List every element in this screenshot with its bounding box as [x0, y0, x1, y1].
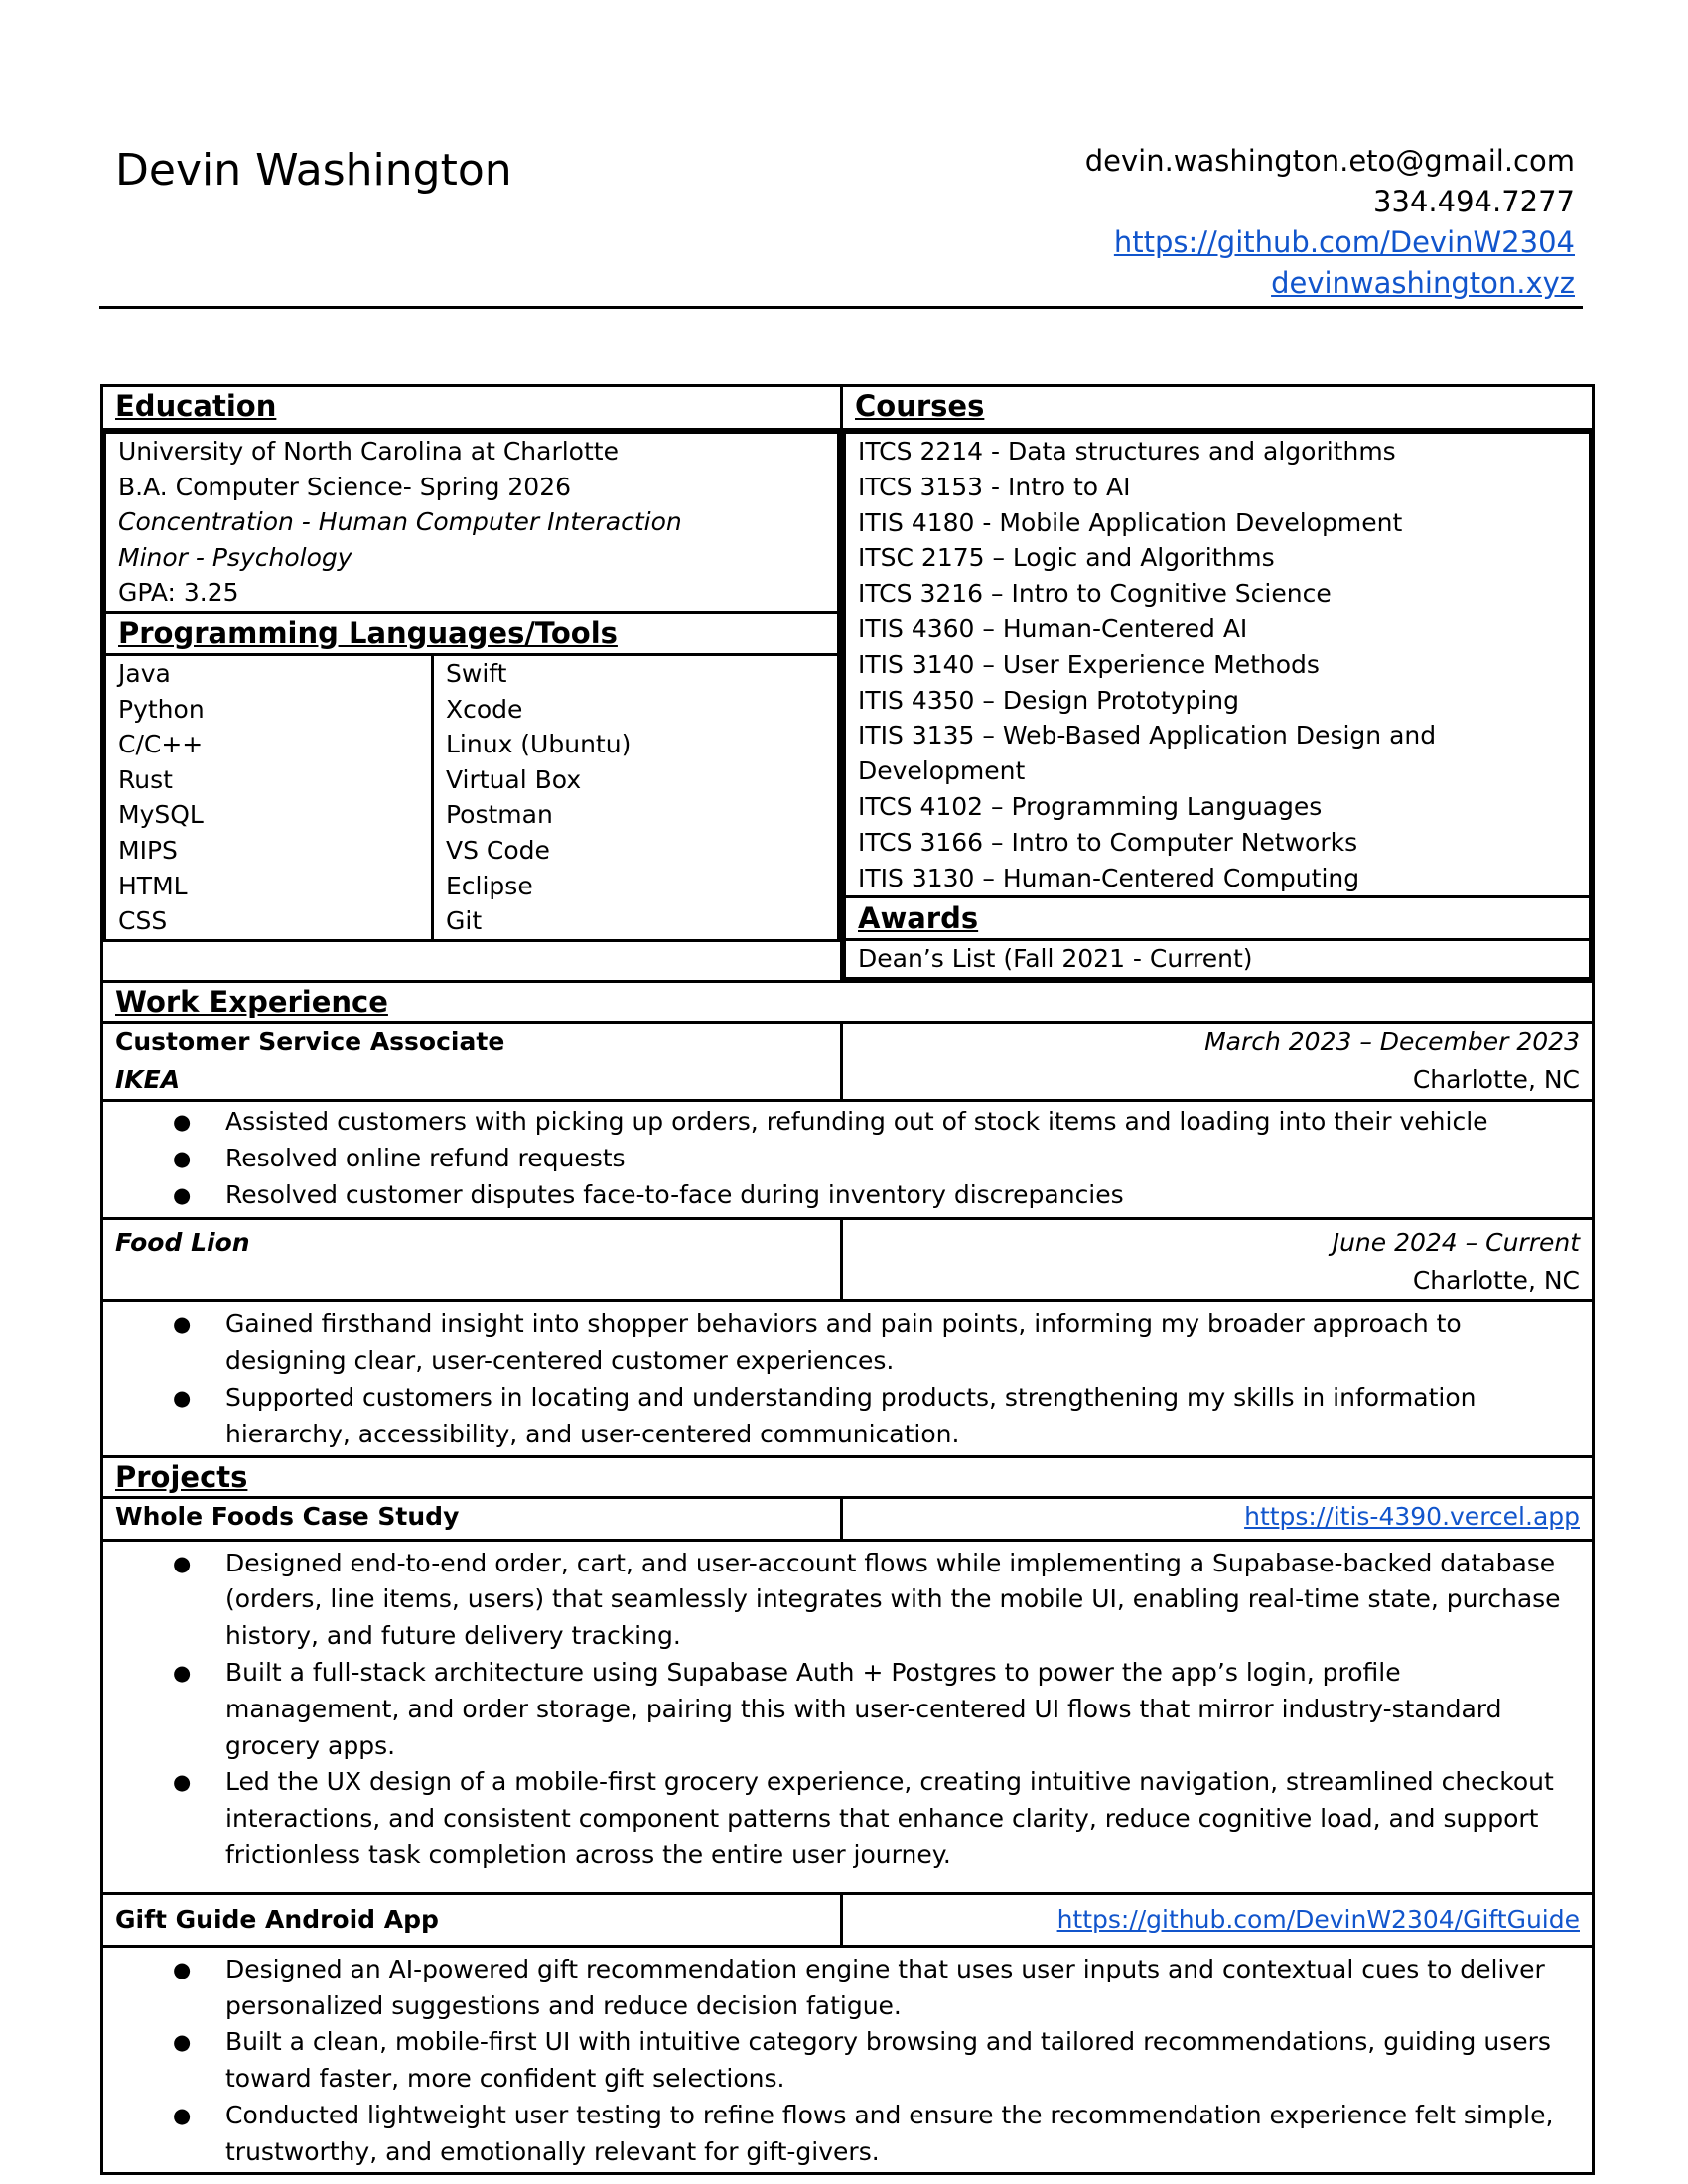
website-link[interactable]: devinwashington.xyz — [1271, 266, 1575, 300]
tool-item: Virtual Box — [446, 764, 582, 794]
course-item: ITIS 3135 – Web-Based Application Design and Development — [858, 721, 1437, 786]
course-item: ITIS 4180 - Mobile Application Development — [858, 507, 1403, 537]
course-item: ITIS 3130 – Human-Centered Computing — [858, 863, 1360, 892]
resume-table — [100, 384, 1595, 2175]
contact-info — [1085, 141, 1575, 304]
resume-header — [99, 141, 1583, 309]
github-link[interactable]: https://github.com/DevinW2304 — [1113, 225, 1575, 259]
email-text: devin.washington.eto@gmail.com — [1084, 144, 1575, 178]
job-title: Customer Service Associate — [115, 1026, 505, 1056]
job-header-row — [102, 1219, 1594, 1301]
course-item: ITSC 2175 – Logic and Algorithms — [858, 543, 1275, 573]
tools-column-languages — [105, 654, 433, 940]
school-name: University of North Carolina at Charlotte — [118, 437, 619, 466]
job-location: Charlotte, NC — [1412, 1266, 1580, 1296]
projects-heading: Projects — [115, 1459, 248, 1494]
courses-list — [845, 433, 1591, 897]
project-link[interactable]: https://github.com/DevinW2304/GiftGuide — [1056, 1904, 1580, 1934]
tool-item: Xcode — [446, 694, 523, 724]
awards-heading: Awards — [858, 901, 979, 936]
project-name: Gift Guide Android App — [115, 1904, 439, 1934]
job-location: Charlotte, NC — [1412, 1064, 1580, 1094]
project-bullet-list — [115, 1546, 1580, 1874]
tool-item: Linux (Ubuntu) — [446, 730, 632, 759]
project-bullets-cell — [102, 1946, 1594, 2174]
project-name: Whole Foods Case Study — [115, 1501, 460, 1531]
tools-column-software — [433, 654, 839, 940]
job-bullet-list — [115, 1306, 1580, 1452]
project-bullet: ● Designed an AI-powered gift recommendation engine that uses user inputs and contextual cues to deliver personalized suggestions and reduce decision fatigue. — [225, 1952, 1580, 2025]
course-item: ITCS 4102 – Programming Languages — [858, 791, 1323, 821]
candidate-name: Devin Washington — [115, 145, 512, 196]
project-link[interactable]: https://itis-4390.vercel.app — [1244, 1501, 1580, 1531]
education-tools-block — [103, 431, 840, 942]
courses-awards-block — [843, 431, 1592, 980]
tool-item: Rust — [118, 764, 173, 794]
job-bullets-cell — [102, 1301, 1594, 1456]
tool-item: CSS — [118, 906, 168, 936]
work-heading-cell — [102, 981, 1594, 1022]
project-bullet: ● Built a clean, mobile-first UI with intuitive category browsing and tailored recommendations, guiding users toward faster, more confident gift selections. — [225, 2024, 1580, 2098]
job-dates: June 2024 – Current — [1332, 1228, 1580, 1258]
phone-text: 334.494.7277 — [1373, 185, 1575, 218]
course-item: ITCS 3153 - Intro to AI — [858, 472, 1131, 501]
education-heading-cell — [102, 386, 842, 430]
tool-item: C/C++ — [118, 730, 204, 759]
degree-text: B.A. Computer Science- Spring 2026 — [118, 472, 572, 501]
tool-item: Swift — [446, 658, 507, 688]
awards-list — [845, 940, 1591, 979]
tool-item: Git — [446, 906, 483, 936]
courses-heading-cell — [842, 386, 1594, 430]
left-column-cell — [102, 430, 842, 982]
course-item: ITCS 3166 – Intro to Computer Networks — [858, 827, 1358, 857]
tool-item: VS Code — [446, 835, 550, 865]
award-item: Dean’s List (Fall 2021 - Current) — [858, 944, 1253, 974]
tool-item: Python — [118, 694, 205, 724]
job-bullets-cell — [102, 1100, 1594, 1218]
job-company: Food Lion — [115, 1228, 250, 1258]
tool-item: MySQL — [118, 800, 204, 830]
tool-item: Postman — [446, 800, 553, 830]
tools-heading: Programming Languages/Tools — [118, 615, 618, 650]
minor-text: Minor - Psychology — [118, 542, 352, 572]
education-heading: Education — [115, 389, 277, 423]
job-bullet-list — [115, 1104, 1580, 1213]
project-header-row — [102, 1893, 1594, 1946]
tool-item: Eclipse — [446, 871, 533, 900]
job-company: IKEA — [115, 1064, 181, 1094]
course-item: ITCS 2214 - Data structures and algorithms — [858, 437, 1396, 466]
gpa-text: GPA: 3.25 — [118, 578, 239, 608]
job-bullet: ● Resolved online refund requests — [225, 1141, 1580, 1177]
project-bullets-cell — [102, 1540, 1594, 1893]
tool-item: MIPS — [118, 835, 178, 865]
job-bullet: ● Assisted customers with picking up orders, refunding out of stock items and loading into their vehicle — [225, 1104, 1580, 1141]
job-bullet: ● Resolved customer disputes face-to-face during inventory discrepancies — [225, 1177, 1580, 1214]
course-item: ITCS 3216 – Intro to Cognitive Science — [858, 579, 1332, 609]
right-column-cell — [842, 430, 1594, 982]
project-bullet: ● Designed end-to-end order, cart, and user-account flows while implementing a Supabase-backed database (orders, line items, users) that seamlessly integrates with the mobile UI, enabling real-time state, purchase history, and future delivery tracking. — [225, 1546, 1580, 1655]
course-item: ITIS 4350 – Design Prototyping — [858, 685, 1239, 715]
concentration-text: Concentration - Human Computer Interaction — [118, 507, 682, 537]
project-bullet: ● Built a full-stack architecture using Supabase Auth + Postgres to power the app’s login, profile management, and order storage, pairing this with user-centered UI flows that mirror industry-standard grocery apps. — [225, 1655, 1580, 1764]
courses-heading: Courses — [855, 389, 985, 423]
course-item: ITIS 3140 – User Experience Methods — [858, 649, 1320, 679]
project-header-row — [102, 1497, 1594, 1540]
course-item: ITIS 4360 – Human-Centered AI — [858, 614, 1248, 643]
job-bullet: ● Supported customers in locating and understanding products, strengthening my skills in information hierarchy, accessibility, and user-centered communication. — [225, 1380, 1580, 1453]
projects-heading-cell — [102, 1456, 1594, 1497]
job-dates: March 2023 – December 2023 — [1204, 1026, 1580, 1056]
job-header-row — [102, 1022, 1594, 1100]
job-bullet: ● Gained firsthand insight into shopper behaviors and pain points, informing my broader approach to designing clear, user-centered customer experiences. — [225, 1306, 1580, 1380]
tool-item: Java — [118, 658, 171, 688]
project-bullet: ● Conducted lightweight user testing to refine flows and ensure the recommendation experience felt simple, trustworthy, and emotionally relevant for gift-givers. — [225, 2098, 1580, 2171]
project-bullet: ● Led the UX design of a mobile-first grocery experience, creating intuitive navigation, streamlined checkout interactions, and consistent component patterns that enhance clarity, reduce cognitive load, and support frictionless task completion across the entire user journey. — [225, 1764, 1580, 1873]
project-bullet-list — [115, 1952, 1580, 2171]
work-heading: Work Experience — [115, 984, 388, 1019]
tool-item: HTML — [118, 871, 188, 900]
